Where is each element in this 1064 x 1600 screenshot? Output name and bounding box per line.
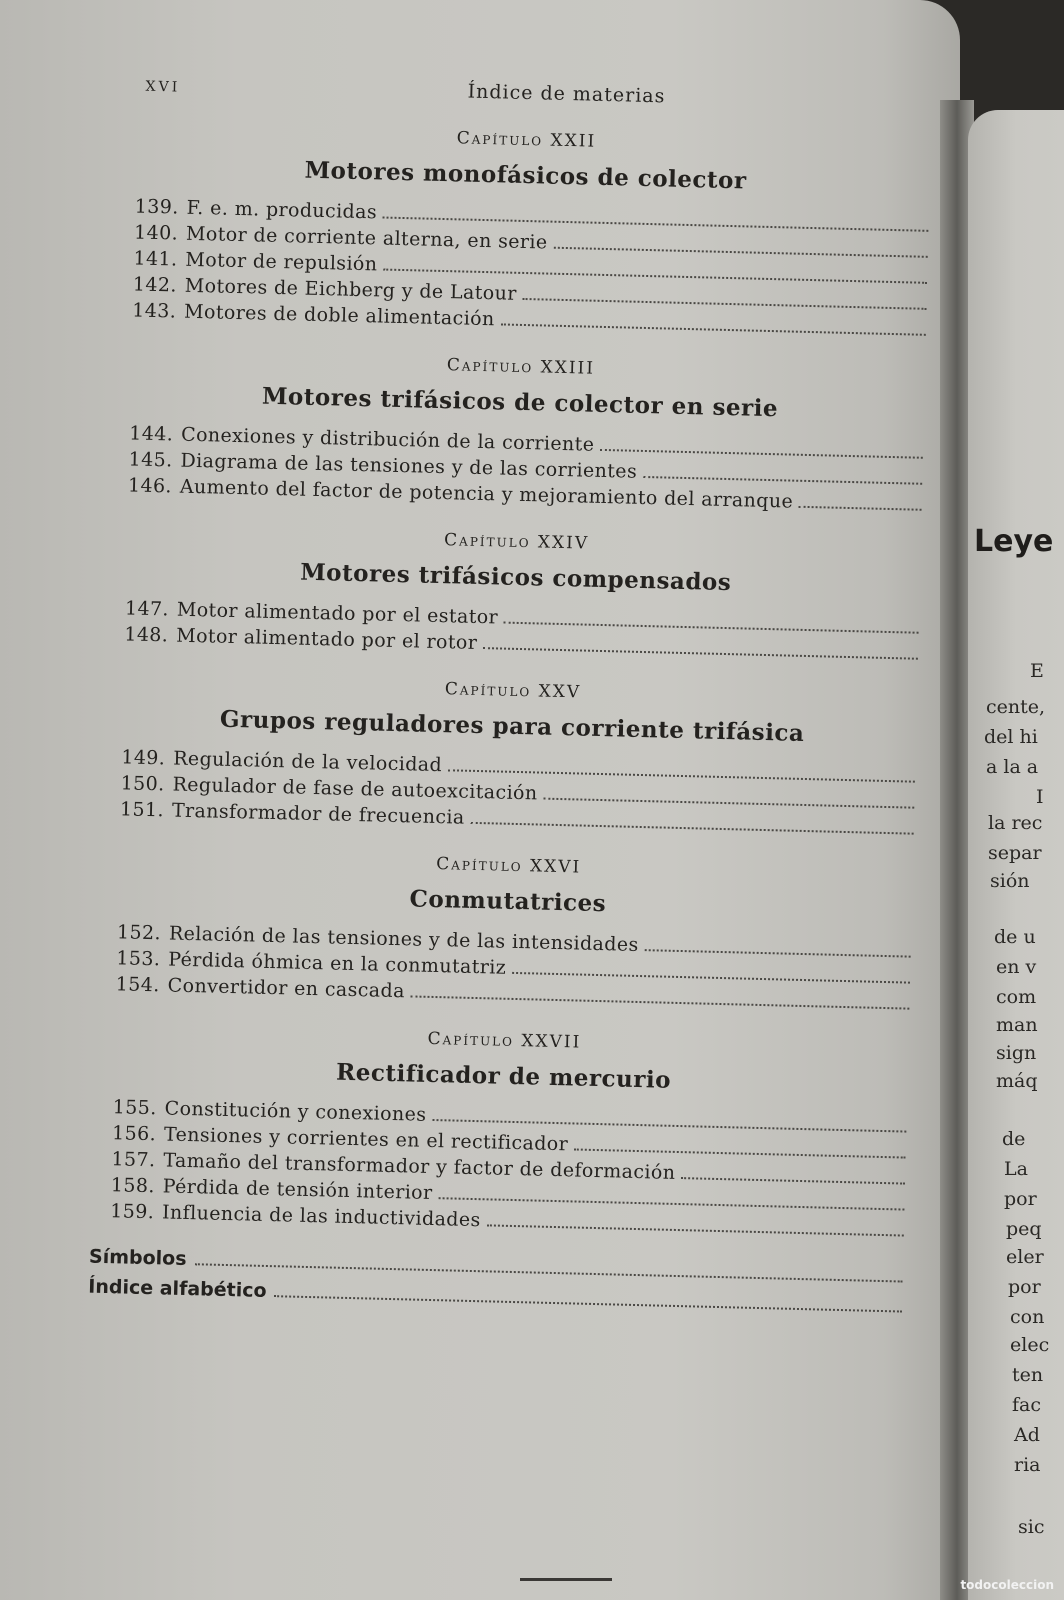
entry-number: 142. — [132, 273, 178, 297]
entry-text: Regulador de fase de autoexcitación — [172, 773, 538, 805]
dot-leader — [681, 1176, 905, 1184]
right-page-line: la rec — [988, 812, 1043, 834]
right-page-line: com — [996, 986, 1037, 1008]
entry-text: Convertidor en cascada — [167, 974, 406, 1003]
entry-number: 145. — [128, 448, 173, 472]
chapter-label: Capítulo XXV — [444, 679, 582, 703]
chapter-title: Motores monofásicos de colector — [304, 156, 747, 195]
chapter-title: Rectificador de mercurio — [335, 1058, 672, 1094]
right-page-line: separ — [988, 842, 1042, 864]
entry-number: 154. — [115, 973, 160, 997]
entry-text: Tamaño del transformador y factor de deformación — [163, 1149, 676, 1184]
entry-list — [104, 595, 925, 667]
right-page-line: ten — [1012, 1364, 1044, 1386]
chapter-section — [95, 846, 918, 1017]
entry-number: 152. — [116, 921, 162, 945]
chapter-title: Conmutatrices — [409, 885, 607, 918]
index-label: Índice alfabético — [88, 1275, 267, 1302]
entry-text: Motor alimentado por el rotor — [175, 624, 478, 654]
right-page-line: E — [1030, 660, 1044, 682]
dot-leader — [543, 797, 914, 809]
right-page-line: sión — [990, 870, 1030, 892]
entry-list — [95, 919, 917, 1017]
entry-text: Pérdida óhmica en la conmutatriz — [168, 948, 507, 979]
chapter-section — [112, 120, 937, 343]
chapter-label: Capítulo XXIV — [443, 530, 590, 554]
entry-text: Motor de corriente alterna, en serie — [185, 222, 548, 254]
chapter-section — [100, 671, 923, 842]
right-page-line: ria — [1014, 1454, 1041, 1476]
right-page-line: por — [1004, 1188, 1037, 1210]
entry-number: 148. — [124, 623, 169, 647]
dot-leader — [643, 475, 922, 485]
entry-text: Regulación de la velocidad — [172, 747, 443, 777]
entry-number: 149. — [121, 746, 166, 770]
entry-text: Aumento del factor de potencia y mejoramiento del arranque — [179, 475, 794, 513]
entry-text: Motor alimentado por el estator — [176, 598, 499, 629]
right-page-line: máq — [996, 1070, 1038, 1092]
entry-text: F. e. m. producidas — [186, 196, 378, 224]
entry-number: 158. — [110, 1174, 156, 1198]
entry-text: Transformador de frecuencia — [171, 799, 465, 829]
entry-number: 153. — [116, 947, 161, 971]
entry-text: Motores de Eichberg y de Latour — [184, 274, 517, 305]
right-page-line: con — [1010, 1306, 1045, 1328]
symbols-label: Símbolos — [88, 1245, 187, 1271]
entry-number: 151. — [119, 798, 165, 822]
entry-number: 155. — [112, 1096, 157, 1120]
chapter-title: Grupos reguladores para corriente trifásica — [219, 705, 805, 747]
entry-number: 141. — [133, 247, 178, 271]
right-page-line: por — [1008, 1276, 1041, 1298]
entry-number: 159. — [109, 1200, 155, 1224]
dot-leader — [501, 322, 926, 335]
chapter-title: Motores trifásicos de colector en serie — [261, 382, 779, 423]
entry-number: 147. — [124, 597, 170, 621]
entry-text: Relación de las tensiones y de las intensidades — [168, 922, 639, 956]
entry-number: 150. — [120, 772, 165, 796]
entry-number: 140. — [133, 221, 179, 245]
table-of-contents — [88, 72, 938, 1322]
right-page-line: fac — [1012, 1394, 1042, 1416]
entry-text: Pérdida de tensión interior — [162, 1175, 433, 1205]
right-page-line: sign — [996, 1042, 1037, 1064]
right-page-line: La — [1004, 1158, 1028, 1180]
dot-leader — [470, 821, 913, 835]
right-page-line: de — [1002, 1128, 1026, 1150]
dot-leader — [411, 994, 910, 1009]
dot-leader — [487, 1223, 904, 1236]
chapter-section — [108, 347, 931, 518]
entry-text: Motores de doble alimentación — [183, 300, 495, 331]
entry-number: 139. — [134, 195, 179, 219]
entry-number: 156. — [111, 1122, 157, 1146]
right-page-line: sic — [1018, 1516, 1045, 1538]
running-title: Índice de materias — [467, 80, 666, 108]
right-page-heading: Leye — [974, 524, 1054, 559]
bottom-rule — [520, 1578, 612, 1581]
entry-number: 144. — [128, 422, 174, 446]
chapter-title: Motores trifásicos compensados — [299, 558, 732, 597]
right-page-line: I — [1036, 786, 1044, 808]
right-page-line: peq — [1006, 1218, 1042, 1240]
right-page-line: man — [996, 1014, 1038, 1036]
chapter-section — [90, 1021, 915, 1244]
dot-leader — [574, 1147, 906, 1158]
chapter-section — [104, 522, 927, 667]
chapter-label: Capítulo XXIII — [446, 355, 596, 379]
dot-leader — [553, 246, 927, 258]
entry-text: Constitución y conexiones — [164, 1097, 427, 1126]
dot-leader — [600, 448, 923, 459]
entry-text: Motor de repulsión — [185, 248, 378, 276]
right-page-line: elec — [1010, 1334, 1050, 1356]
page-number: XVI — [145, 78, 181, 96]
entry-text: Tensiones y corrientes en el rectificador — [163, 1123, 569, 1156]
entry-text: Influencia de las inductividades — [161, 1201, 481, 1232]
right-page-line: Ad — [1014, 1424, 1040, 1446]
entry-number: 157. — [111, 1148, 156, 1172]
chapter-label: Capítulo XXII — [456, 128, 597, 152]
right-page-line: eler — [1006, 1246, 1044, 1268]
dot-leader — [799, 505, 922, 511]
entry-list — [112, 193, 935, 343]
entry-list — [100, 744, 922, 842]
entry-number: 143. — [132, 299, 177, 323]
entry-list — [90, 1094, 913, 1244]
right-page-line: cente, — [986, 696, 1046, 718]
right-page-line: del hi — [984, 726, 1038, 748]
dot-leader — [644, 948, 910, 958]
entry-text: Conexiones y distribución de la corriente — [180, 423, 595, 456]
entry-text: Diagrama de las tensiones y de las corrientes — [180, 449, 638, 483]
watermark: todocoleccion — [960, 1578, 1054, 1592]
chapter-label: Capítulo XXVI — [435, 854, 582, 878]
entry-list — [108, 420, 930, 518]
right-page-line: a la a — [986, 756, 1039, 778]
entry-number: 146. — [127, 474, 173, 498]
chapter-label: Capítulo XXVII — [427, 1028, 582, 1053]
dot-leader — [483, 646, 918, 660]
right-page-line: en v — [996, 956, 1037, 978]
right-page-line: de u — [994, 926, 1036, 948]
